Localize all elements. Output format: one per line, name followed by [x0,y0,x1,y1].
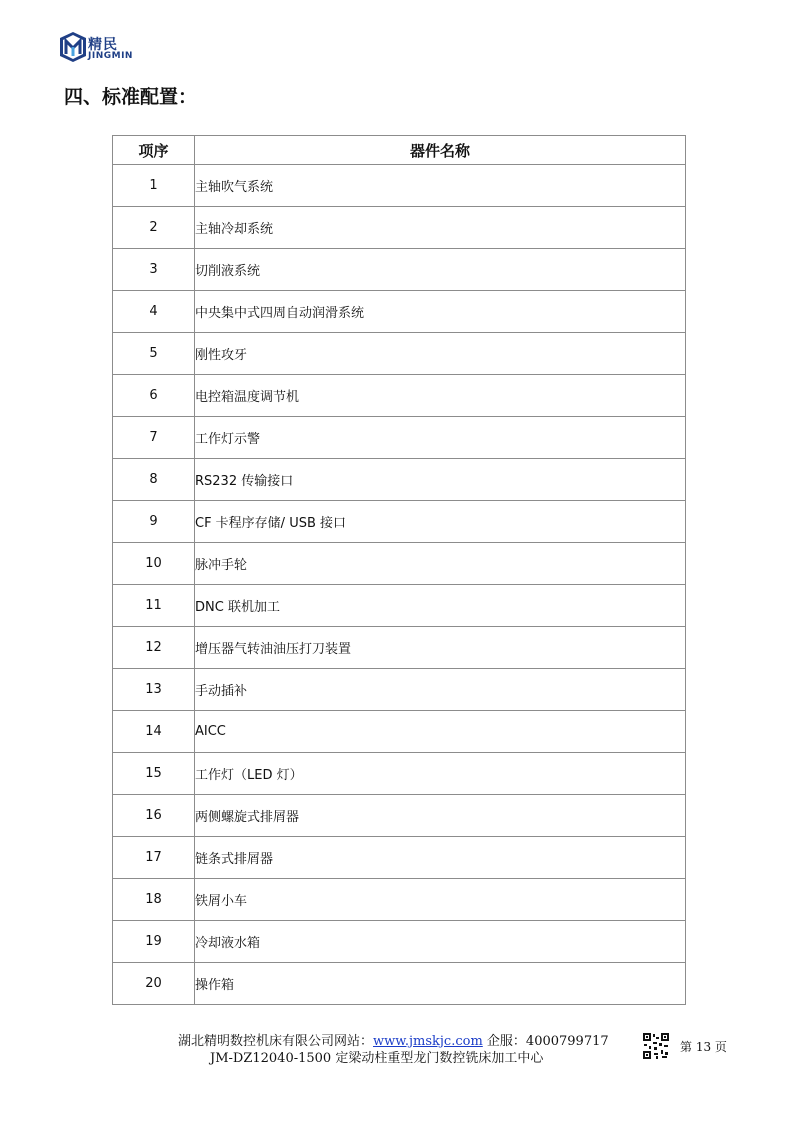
column-header-index: 项序 [113,136,195,165]
table-row [113,627,686,669]
row-index: 14 [113,711,195,753]
table-body [113,165,686,1005]
component-name: 电控箱温度调节机 [195,375,686,417]
table-row [113,837,686,879]
component-name: 主轴冷却系统 [195,207,686,249]
footer-website-link[interactable]: www.jmskjc.com [373,1034,483,1049]
section-title: 四、标准配置： [64,86,198,108]
component-name: CF 卡程序存储/ USB 接口 [195,501,686,543]
table-row [113,165,686,207]
logo-chinese-name: 精民 [88,37,118,53]
row-index: 19 [113,921,195,963]
standard-config-table [112,135,686,1005]
component-name: 增压器气转油油压打刀装置 [195,627,686,669]
row-index: 16 [113,795,195,837]
component-name: 脉冲手轮 [195,543,686,585]
row-index: 4 [113,291,195,333]
table-row [113,249,686,291]
jingmin-logo-icon [58,32,88,62]
row-index: 15 [113,753,195,795]
footer-service-label: 企服： [482,1034,526,1049]
row-index: 10 [113,543,195,585]
table-row [113,669,686,711]
row-index: 5 [113,333,195,375]
component-name: RS232 传输接口 [195,459,686,501]
row-index: 18 [113,879,195,921]
component-name: 刚性攻牙 [195,333,686,375]
component-name: 两侧螺旋式排屑器 [195,795,686,837]
table-row [113,417,686,459]
table-row [113,207,686,249]
row-index: 11 [113,585,195,627]
component-name: 手动插补 [195,669,686,711]
table-row [113,585,686,627]
component-name: 操作箱 [195,963,686,1005]
logo-english-name: JINGMIN [88,51,133,61]
row-index: 20 [113,963,195,1005]
table-row [113,711,686,753]
page-number: 第 13 页 [680,1040,727,1054]
component-name: 工作灯示警 [195,417,686,459]
component-name: 铁屑小车 [195,879,686,921]
component-name: DNC 联机加工 [195,585,686,627]
component-name: 中央集中式四周自动润滑系统 [195,291,686,333]
column-header-name: 器件名称 [195,136,686,165]
table-header-row [113,136,686,165]
table-row [113,501,686,543]
table-row [113,333,686,375]
table-row [113,879,686,921]
component-name: 冷却液水箱 [195,921,686,963]
component-name: 切削液系统 [195,249,686,291]
table-row [113,963,686,1005]
row-index: 3 [113,249,195,291]
component-name: 主轴吹气系统 [195,165,686,207]
qr-code-icon [642,1032,670,1060]
table-row [113,921,686,963]
table-row [113,543,686,585]
table-row [113,795,686,837]
footer-model-line: JM-DZ12040-1500 定梁动柱重型龙门数控铣床加工中心 [210,1051,544,1066]
row-index: 9 [113,501,195,543]
company-logo [58,30,148,68]
table-row [113,291,686,333]
row-index: 7 [113,417,195,459]
row-index: 13 [113,669,195,711]
table-row [113,459,686,501]
row-index: 6 [113,375,195,417]
component-name: AICC [195,711,686,753]
row-index: 12 [113,627,195,669]
row-index: 1 [113,165,195,207]
footer-service-phone: 4000799717 [525,1034,609,1049]
footer-company: 湖北精明数控机床有限公司网站： [178,1034,374,1049]
component-name: 工作灯（LED 灯） [195,753,686,795]
row-index: 2 [113,207,195,249]
table-row [113,375,686,417]
row-index: 17 [113,837,195,879]
component-name: 链条式排屑器 [195,837,686,879]
table-row [113,753,686,795]
row-index: 8 [113,459,195,501]
